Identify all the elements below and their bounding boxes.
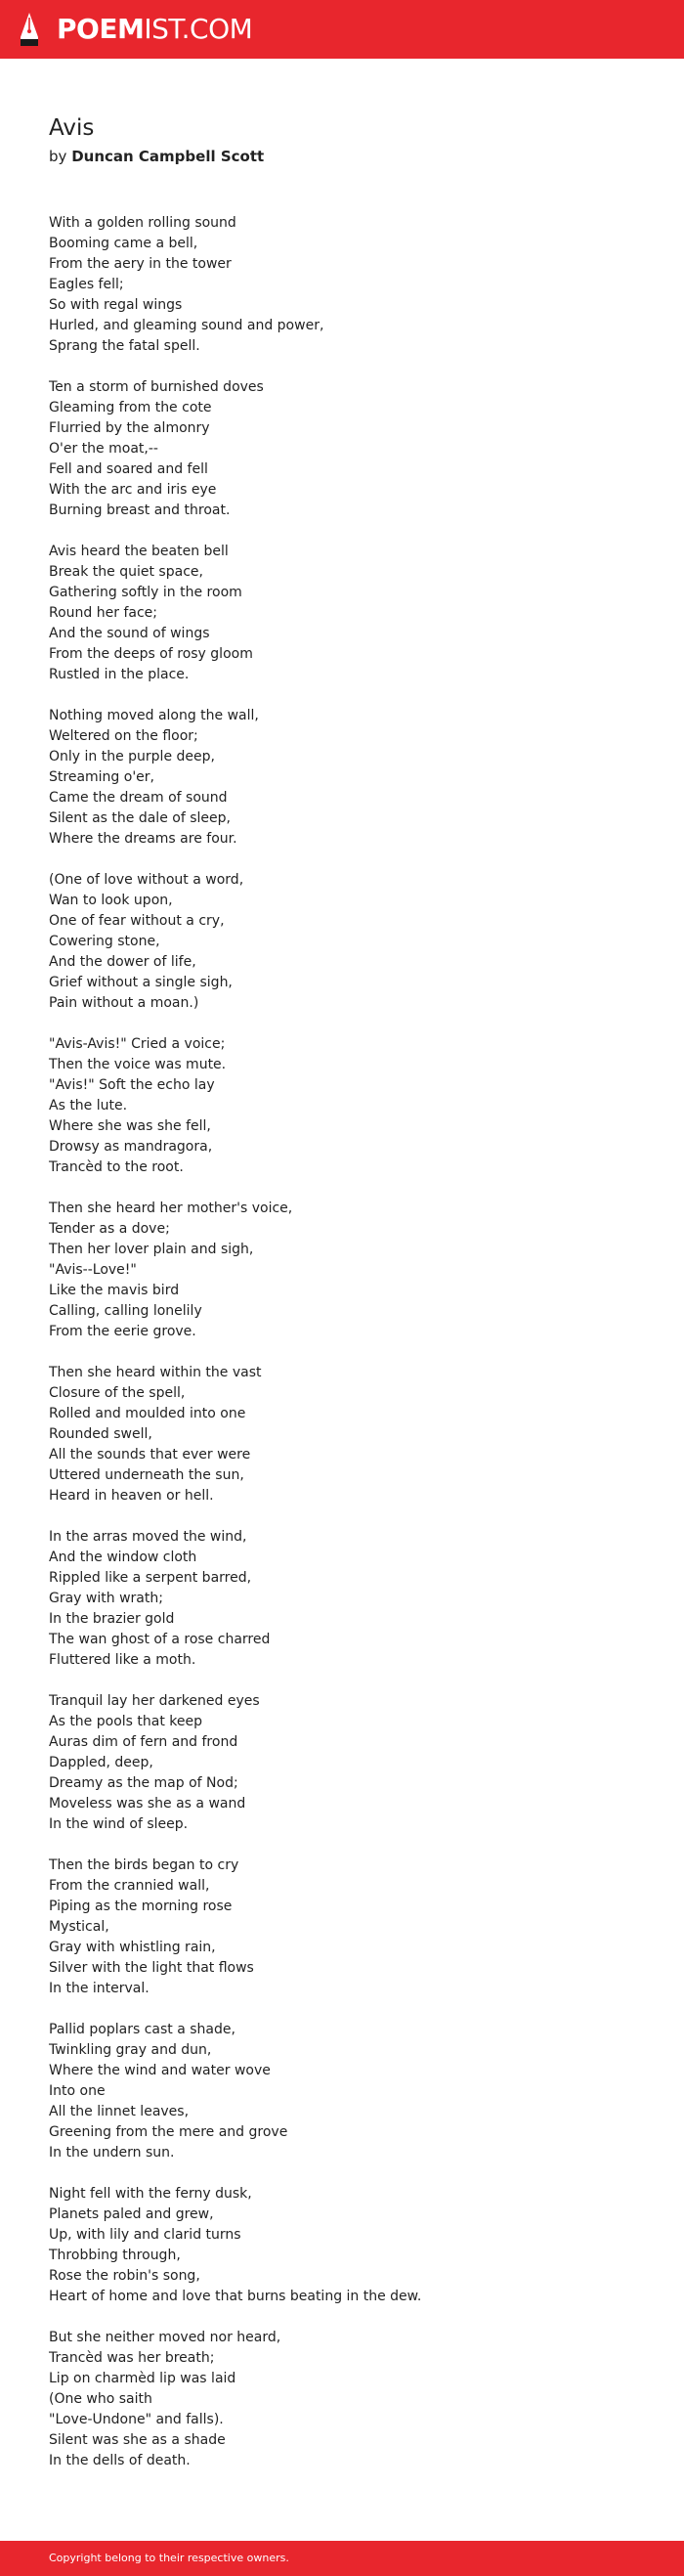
poem-title: Avis — [49, 115, 95, 141]
poem-line: All the sounds that ever were — [49, 1447, 251, 1463]
poem-line: Gray with whistling rain, — [49, 1940, 216, 1955]
poem-line: Auras dim of fern and frond — [49, 1734, 238, 1750]
poem-line: "Avis-Avis!" Cried a voice; — [49, 1036, 226, 1052]
poem-line: Gathering softly in the room — [49, 585, 242, 600]
poem-line: Pain without a moan.) — [49, 995, 199, 1011]
poem-line: Night fell with the ferny dusk, — [49, 2186, 252, 2202]
poem-line: Where she was she fell, — [49, 1118, 211, 1134]
author-name: Duncan Campbell Scott — [71, 148, 265, 165]
stanza — [49, 1856, 645, 1999]
poem-header — [49, 111, 645, 166]
stanza — [49, 870, 645, 1014]
poem-line: Trancèd to the root. — [49, 1159, 184, 1175]
poem-line: In the brazier gold — [49, 1611, 175, 1627]
poem-line: Uttered underneath the sun, — [49, 1467, 244, 1483]
poem-line: And the sound of wings — [49, 626, 210, 641]
poem-line: Fell and soared and fell — [49, 461, 208, 477]
poem-line: Heard in heaven or hell. — [49, 1488, 214, 1504]
poem-line: The wan ghost of a rose charred — [49, 1632, 271, 1647]
poem-line: Silent was she as a shade — [49, 2432, 226, 2448]
poem-line: Rippled like a serpent barred, — [49, 1570, 252, 1586]
poem-line: So with regal wings — [49, 297, 183, 313]
poem-line: Dappled, deep, — [49, 1755, 153, 1770]
poem-line: From the crannied wall, — [49, 1878, 210, 1894]
poem-line: Came the dream of sound — [49, 790, 228, 806]
poem-line: And the window cloth — [49, 1550, 197, 1565]
poem-line: With the arc and iris eye — [49, 482, 217, 498]
poem-line: Then she heard within the vast — [49, 1365, 262, 1380]
poem-line: Like the mavis bird — [49, 1283, 180, 1298]
stanza — [49, 2184, 645, 2307]
pen-nib-icon — [18, 12, 41, 47]
poem-line: Tender as a dove; — [49, 1221, 170, 1237]
poem-line: Planets paled and grew, — [49, 2206, 214, 2222]
poem-line: Trancèd was her breath; — [49, 2350, 215, 2366]
poem-line: Moveless was she as a wand — [49, 1796, 246, 1812]
poem-line: Then the birds began to cry — [49, 1857, 239, 1873]
poem-line: As the pools that keep — [49, 1714, 203, 1729]
poem-line: Sprang the fatal spell. — [49, 338, 200, 354]
byline-prefix: by — [49, 148, 67, 165]
poem-line: Round her face; — [49, 605, 157, 621]
poem-line: In the interval. — [49, 1981, 150, 1996]
poem-line: (One of love without a word, — [49, 872, 244, 888]
poem-line: Mystical, — [49, 1919, 109, 1935]
poem-line: Burning breast and throat. — [49, 502, 231, 518]
poem-line: Rolled and moulded into one — [49, 1406, 246, 1421]
poem-line: Hurled, and gleaming sound and power, — [49, 318, 324, 333]
poem-line: From the eerie grove. — [49, 1324, 196, 1339]
poem-line: Rounded swell, — [49, 1426, 152, 1442]
poem-line: In the dells of death. — [49, 2453, 191, 2468]
stanza — [49, 2020, 645, 2163]
site-logo[interactable] — [18, 12, 252, 47]
poem-line: But she neither moved nor heard, — [49, 2330, 281, 2345]
poem-line: In the arras moved the wind, — [49, 1529, 247, 1545]
copyright-notice: Copyright belong to their respective owners. — [49, 2552, 289, 2564]
poem-line: Eagles fell; — [49, 277, 124, 292]
stanza — [49, 377, 645, 521]
stanza — [49, 1034, 645, 1178]
logo-wordmark-light: IST.COM — [144, 13, 253, 45]
poem-line: Closure of the spell, — [49, 1385, 186, 1401]
poem-line: One of fear without a cry, — [49, 913, 225, 929]
poem-line: From the deeps of rosy gloom — [49, 646, 253, 662]
stanza — [49, 1363, 645, 1506]
poem-line: (One who saith — [49, 2391, 152, 2407]
poem-line: Tranquil lay her darkened eyes — [49, 1693, 260, 1709]
poem-line: In the undern sun. — [49, 2145, 175, 2161]
poem-line: Wan to look upon, — [49, 893, 173, 908]
poem-line: O'er the moat,-- — [49, 441, 158, 457]
poem-line: "Avis!" Soft the echo lay — [49, 1077, 215, 1093]
byline — [49, 147, 645, 166]
poem-line: Avis heard the beaten bell — [49, 544, 229, 559]
poem-line: With a golden rolling sound — [49, 215, 236, 231]
stanza — [49, 2328, 645, 2471]
poem-line: Where the dreams are four. — [49, 831, 237, 847]
poem-line: Up, with lily and clarid turns — [49, 2227, 241, 2243]
poem-line: Throbbing through, — [49, 2248, 181, 2263]
site-header — [0, 0, 684, 59]
poem-line: Break the quiet space, — [49, 564, 203, 580]
poem-line: Booming came a bell, — [49, 236, 198, 251]
poem-line: Gray with wrath; — [49, 1591, 163, 1606]
poem-line: Pallid poplars cast a shade, — [49, 2022, 235, 2037]
poem-line: Nothing moved along the wall, — [49, 708, 259, 723]
poem-line: Weltered on the floor; — [49, 728, 198, 744]
poem-line: Streaming o'er, — [49, 769, 154, 785]
poem-body — [49, 213, 645, 2492]
poem-line: Rustled in the place. — [49, 667, 190, 682]
stanza — [49, 542, 645, 685]
stanza — [49, 1199, 645, 1342]
poem-line: Gleaming from the cote — [49, 400, 212, 415]
logo-wordmark — [57, 12, 252, 47]
poem-line: In the wind of sleep. — [49, 1816, 189, 1832]
poem-line: Silver with the light that flows — [49, 1960, 254, 1976]
stanza — [49, 1527, 645, 1671]
poem-line: "Avis--Love!" — [49, 1262, 137, 1278]
poem-line: Calling, calling lonelily — [49, 1303, 202, 1319]
poem-line: From the aery in the tower — [49, 256, 232, 272]
poem-line: Lip on charmèd lip was laid — [49, 2371, 236, 2386]
poem-line: And the dower of life, — [49, 954, 196, 970]
poem-line: Dreamy as the map of Nod; — [49, 1775, 238, 1791]
poem-line: Cowering stone, — [49, 934, 160, 949]
poem-line: Ten a storm of burnished doves — [49, 379, 264, 395]
site-footer — [0, 2541, 684, 2576]
poem-line: Silent as the dale of sleep, — [49, 810, 231, 826]
poem-line: As the lute. — [49, 1098, 128, 1113]
poem-line: Drowsy as mandragora, — [49, 1139, 213, 1155]
logo-wordmark-bold: POEM — [57, 13, 145, 45]
poem-line: Into one — [49, 2083, 106, 2099]
poem-line: Flurried by the almonry — [49, 420, 210, 436]
poem-line: Then the voice was mute. — [49, 1057, 227, 1072]
poem-line: Fluttered like a moth. — [49, 1652, 196, 1668]
poem-line: Rose the robin's song, — [49, 2268, 200, 2284]
poem-line: Piping as the morning rose — [49, 1899, 233, 1914]
poem-line: Where the wind and water wove — [49, 2063, 271, 2078]
poem-line: Twinkling gray and dun, — [49, 2042, 212, 2058]
poem-line: Grief without a single sigh, — [49, 975, 233, 990]
stanza — [49, 213, 645, 357]
poem-line: Heart of home and love that burns beating in the dew. — [49, 2289, 422, 2304]
poem-line: Then her lover plain and sigh, — [49, 1242, 254, 1257]
stanza — [49, 1691, 645, 1835]
poem-line: Only in the purple deep, — [49, 749, 215, 764]
poem-line: Greening from the mere and grove — [49, 2124, 288, 2140]
stanza — [49, 706, 645, 850]
poem-line: All the linnet leaves, — [49, 2104, 190, 2119]
poem-line: "Love-Undone" and falls). — [49, 2412, 224, 2427]
poem-line: Then she heard her mother's voice, — [49, 1201, 293, 1216]
